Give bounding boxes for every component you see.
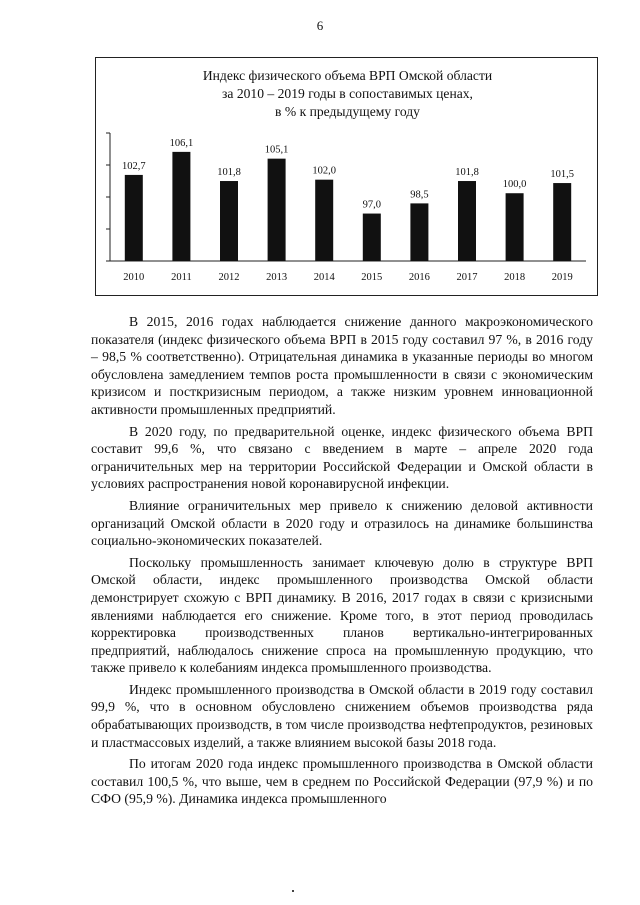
chart-plot (96, 58, 599, 297)
bar-2013 (268, 159, 286, 261)
x-tick-label-2014: 2014 (313, 272, 335, 283)
paragraph-5: Индекс промышленного производства в Омской области в 2019 году составил 99,9 %, что в основном обусловлено снижением объемов производства ряда обрабатывающих производств, в том числе производства нефтепродуктов, резиновых и пластмассовых изделий, а также влиянием высокой базы 2018 года. (91, 681, 593, 750)
bar-2016 (410, 203, 428, 261)
x-tick-label-2018: 2018 (504, 272, 526, 283)
bar-2018 (506, 193, 524, 261)
chart-title-line-2: за 2010 – 2019 годы в сопоставимых ценах, (222, 86, 473, 101)
bottom-mark (292, 890, 294, 892)
paragraph-1: В 2015, 2016 годах наблюдается снижение данного макроэкономического показателя (индекс физического объема ВРП в 2015 году составил 97 %, в 2016 году – 98,5 % соответственно). Отрицательная динамика в указанные периоды во многом обусловлена замедлением темпов роста промышленности в связи с экономическим кризисом и посткризисным периодом, а также низким уровнем инновационной активности промышленных предприятий. (91, 314, 593, 417)
data-label-2011: 106,1 (169, 137, 194, 149)
chart-title-line-1: Индекс физического объема ВРП Омской области (202, 68, 493, 83)
bar-2015 (363, 214, 381, 261)
bar-2014 (315, 180, 333, 261)
page-number: 6 (316, 18, 324, 33)
data-label-2013: 105,1 (264, 144, 289, 156)
x-tick-label-2015: 2015 (361, 272, 383, 283)
paragraph-2: В 2020 году, по предварительной оценке, индекс физического объема ВРП составит 99,6 %, что связано с введением в марте – апреле 2020 года ограничительных мер на территории Российской Федерации и Омской области в условиях распространения новой коронавирусной инфекции. (91, 423, 593, 492)
paragraph-4: Поскольку промышленность занимает ключевую долю в структуре ВРП Омской области, индекс промышленного производства Омской области демонстрирует схожую с ВРП динамику. В 2016, 2017 годах в связи с кризисными явлениями наблюдается его снижение. Кроме того, в этот период проводилась корректировка производственных планов вертикально-интегрированных предприятий, наблюдалось снижение спроса на промышленную продукцию, что также привело к колебаниям индекса промышленного производства. (91, 554, 593, 676)
x-tick-label-2012: 2012 (218, 272, 240, 283)
bar-2010 (125, 175, 143, 261)
paragraph-3: Влияние ограничительных мер привело к снижению деловой активности организаций Омской области в 2020 году и отразилось на динамике большинства социально-экономических показателей. (91, 497, 593, 549)
data-label-2010: 102,7 (121, 160, 146, 172)
data-label-2018: 100,0 (502, 179, 527, 191)
paragraph-6: По итогам 2020 года индекс промышленного производства в Омской области составил 100,5 %, что выше, чем в среднем по Российской Федерации (97,9 %) и по СФО (95,9 %). Динамика индекса промышленного (91, 756, 593, 807)
data-label-2017: 101,8 (455, 167, 479, 179)
x-tick-label-2019: 2019 (551, 272, 573, 283)
x-tick-label-2016: 2016 (408, 272, 430, 283)
bar-2012 (220, 181, 238, 261)
x-tick-label-2017: 2017 (456, 272, 478, 283)
bar-2011 (172, 152, 190, 261)
x-tick-label-2011: 2011 (171, 272, 192, 283)
chart-frame (95, 57, 598, 296)
data-label-2015: 97,0 (362, 199, 381, 211)
body-text (91, 313, 593, 812)
data-label-2014: 102,0 (312, 165, 337, 177)
chart-title-line-3: в % к предыдущему году (275, 104, 420, 119)
data-label-2012: 101,8 (217, 167, 241, 179)
bar-2019 (553, 183, 571, 261)
data-label-2016: 98,5 (410, 189, 429, 201)
x-tick-label-2010: 2010 (123, 272, 145, 283)
x-tick-label-2013: 2013 (266, 272, 288, 283)
data-label-2019: 101,5 (550, 169, 575, 181)
bar-2017 (458, 181, 476, 261)
